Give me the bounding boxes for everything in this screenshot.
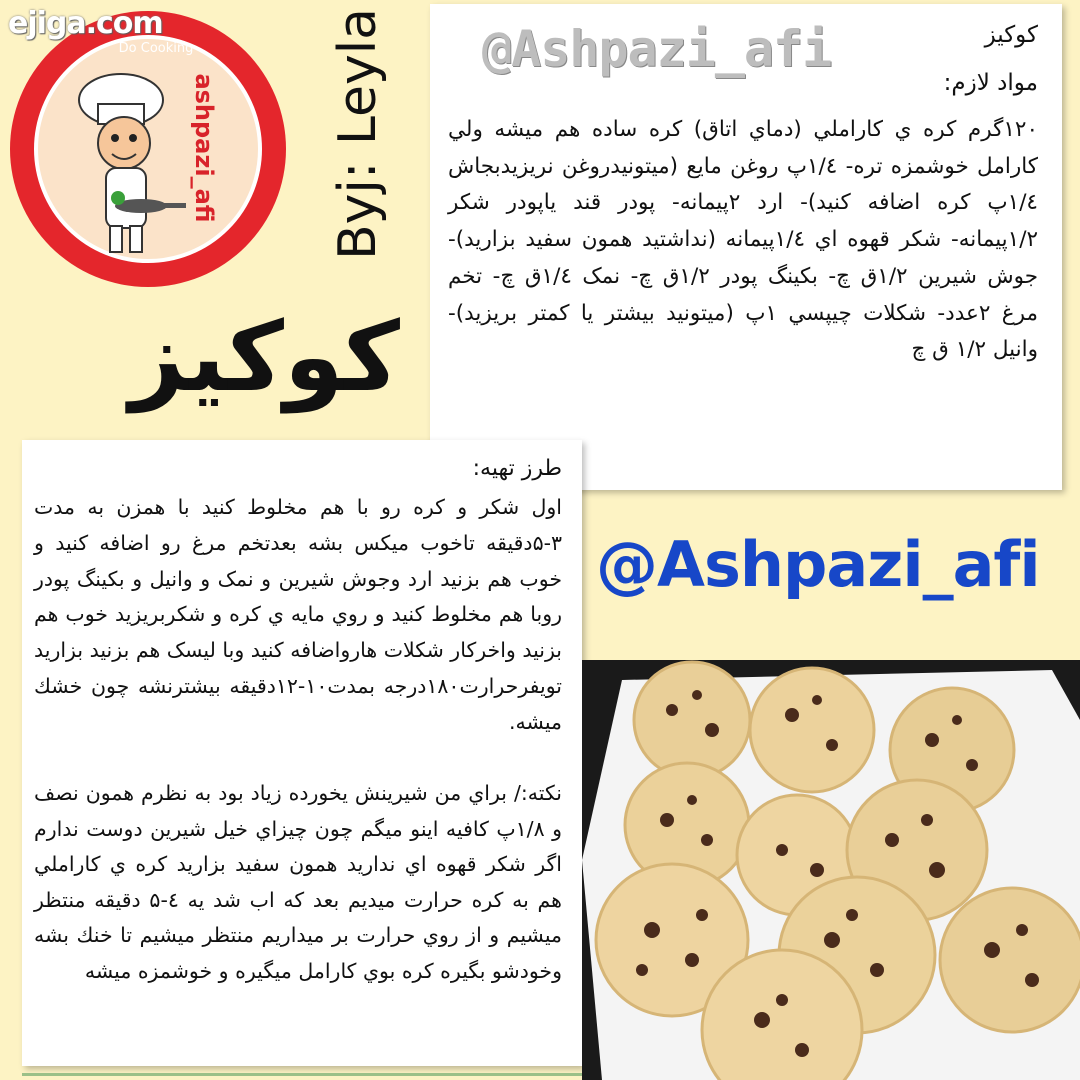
logo-ring-text: Do Cooking <box>118 41 194 56</box>
byline <box>318 4 398 264</box>
site-watermark: ejiga.com <box>8 6 163 41</box>
bottom-divider <box>22 1073 582 1076</box>
ingredients-heading: کوکيز <box>984 22 1038 48</box>
ingredients-card <box>430 4 1062 490</box>
ingredients-text: ۱۲۰گرم کره ي کاراملي (دماي اتاق) کره ساده هم میشه ولي کارامل خوشمزه تره- ۱/٤پ روغن مایع (میتونیدروغن نریزیدبجاش ۱/٤پ کره اضافه کنید)- ارد ۲پیمانه- پودر قند یاپودر شکر ۱/۲پیمانه- شکر قهوه اي ۱/٤پیمانه (نداشتید همون سفید بزارید)- جوش شیرین ۱/۲ق چ- بکینگ پودر ۱/۲ق چ- نمک ۱/٤ق چ- تخم مرغ ۲عدد- شکلات چیپسي ۱پ (میتونید بیشتر یا کمتر بریزید)- وانیل ۱/۲ ق چ <box>448 117 1039 363</box>
logo-brand-text: ashpazi_afi <box>190 73 218 223</box>
instagram-handle: @Ashpazi_afi <box>596 528 1040 601</box>
byline-text: Byj: Leyla <box>328 7 388 261</box>
ingredients-subheading: مواد لازم: <box>943 70 1038 96</box>
chef-logo <box>6 8 290 290</box>
method-note: نکته:/ براي من شیرینش یخورده زیاد بود به نظرم همون نصف و ۱/۸پ کافیه اینو میگم چون چیزاي خیل شیرین دوست ندارم اگر شکر قهوه اي ندارید همون سفید بزارید کره ي کاراملي هم به کره حرارت میدیم بعد که اب شد یه ٤-۵ دقیقه منتظر میشیم و از روي حرارت بر میداریم منتظر میشیم تا خنك بشه وخودشو بگیره کره بوي کارامل میگیره و خوشمزه میشه <box>34 781 562 983</box>
big-title: کوکیز <box>129 301 400 413</box>
cookies-photo <box>582 660 1080 1080</box>
method-text: اول شکر و کره رو با هم مخلوط کنید با همزن به مدت ۳-۵دقیقه تاخوب میکس بشه بعدتخم مرغ رو اضافه کنید و خوب هم بزنید ارد وجوش شیرین و نمک و وانیل و بکینگ پودر روبا هم مخلوط کنید و روي مایه ي کره و شکربریزید خوب هم بزنید واخرکار شکلات هارواضافه کنید وبا لیسک هم بزنید بزارید تويفرحرارت۱۸۰درجه بمدت۱۰-۱۲دقیقه بیشترنشه چون خشك میشه. <box>34 495 562 734</box>
method-card <box>22 440 582 1066</box>
ingredients-handle: @Ashpazi_afi <box>482 20 832 78</box>
method-heading: طرز تهیه: <box>472 456 562 481</box>
